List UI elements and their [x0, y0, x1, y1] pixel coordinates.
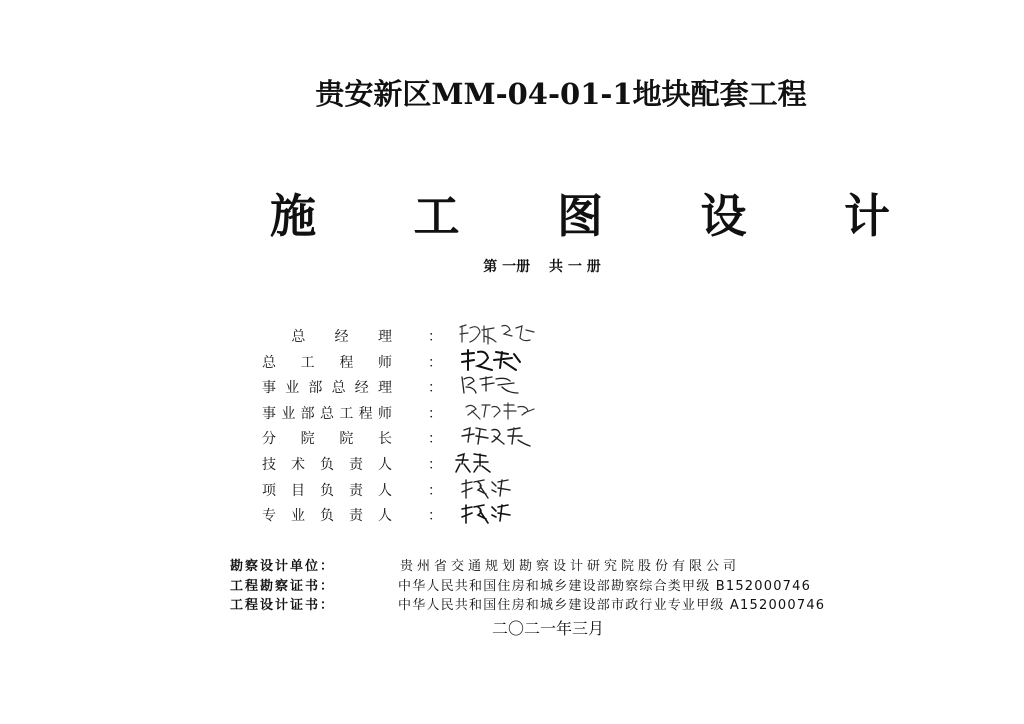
document-title-char: 工: [413, 189, 460, 243]
staff-colon: ：: [428, 405, 442, 422]
staff-colon: ：: [428, 456, 442, 473]
handwritten-signature: [458, 322, 538, 348]
staff-role: 项 目 负 责 人: [262, 482, 392, 499]
issue-date: 二〇二一年三月: [491, 619, 604, 638]
staff-row-general-manager: [262, 322, 562, 348]
survey-certificate-label: 工程勘察证书：: [230, 578, 336, 594]
handwritten-signature: [458, 348, 528, 374]
staff-colon: ：: [428, 431, 442, 448]
org-row-unit: [230, 555, 850, 575]
staff-colon: ：: [428, 354, 442, 371]
project-title: 贵安新区MM-04-01-1地块配套工程: [315, 77, 807, 111]
document-title-char: 图: [557, 189, 603, 243]
staff-role: 专 业 负 责 人: [262, 508, 392, 525]
staff-row-project-lead: [262, 476, 562, 502]
handwritten-signature: [454, 450, 504, 476]
staff-colon: ：: [428, 329, 442, 345]
staff-row-division-general-manager: [262, 373, 562, 399]
design-unit-value: 贵州省交通规划勘察设计研究院股份有限公司: [400, 559, 741, 574]
handwritten-signature: [458, 373, 528, 399]
staff-role: 分 院 院 长: [262, 431, 392, 448]
document-title-char: 设: [700, 189, 747, 243]
staff-row-division-chief-engineer: [262, 399, 562, 425]
handwritten-signature: [458, 476, 518, 502]
staff-row-chief-engineer: [262, 348, 562, 374]
document-title-char: 施: [270, 189, 316, 243]
staff-role: 总 经 理: [291, 329, 392, 345]
survey-certificate-value: 中华人民共和国住房和城乡建设部勘察综合类甲级 B152000746: [398, 578, 812, 594]
document-title: [270, 180, 890, 246]
design-certificate-label: 工程设计证书：: [230, 598, 336, 613]
staff-colon: ：: [428, 482, 442, 499]
handwritten-signature: [458, 399, 538, 425]
staff-role: 总 工 程 师: [262, 354, 392, 371]
staff-colon: ：: [428, 380, 442, 397]
staff-signature-list: [262, 322, 562, 527]
staff-colon: ：: [428, 508, 442, 525]
staff-role: 事 业 部 总 经 理: [262, 380, 392, 397]
handwritten-signature: [458, 424, 538, 450]
staff-row-branch-director: [262, 424, 562, 450]
organization-info: [230, 555, 850, 614]
volume-info: 第 一册 共 一 册: [483, 259, 601, 275]
org-row-design-certificate: [230, 594, 850, 614]
staff-row-technical-lead: [262, 450, 562, 476]
org-row-survey-certificate: [230, 575, 850, 595]
staff-row-discipline-lead: [262, 501, 562, 527]
design-certificate-value: 中华人民共和国住房和城乡建设部市政行业专业甲级 A152000746: [398, 598, 826, 613]
document-title-char: 计: [844, 189, 890, 243]
handwritten-signature: [458, 501, 518, 527]
design-unit-label: 勘察设计单位：: [230, 559, 336, 574]
staff-role: 技 术 负 责 人: [262, 456, 392, 473]
staff-role: 事 业 部 总 工 程 师: [262, 405, 392, 422]
